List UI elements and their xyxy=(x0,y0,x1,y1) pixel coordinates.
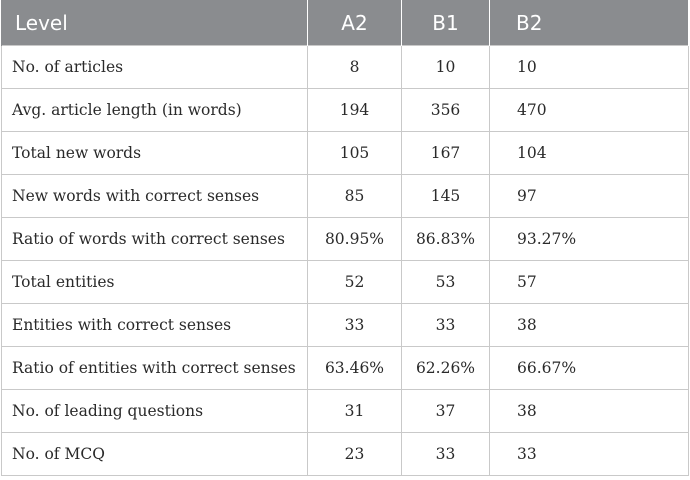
table-body xyxy=(2,46,689,476)
header-a2: A2 xyxy=(308,0,402,46)
cell-a2: 80.95% xyxy=(308,218,402,261)
row-label: Total new words xyxy=(2,132,308,175)
cell-a2: 105 xyxy=(308,132,402,175)
row-label: Ratio of entities with correct senses xyxy=(2,347,308,390)
row-label: Avg. article length (in words) xyxy=(2,89,308,132)
cell-a2: 85 xyxy=(308,175,402,218)
cell-b1: 53 xyxy=(402,261,490,304)
row-label: No. of articles xyxy=(2,46,308,89)
cell-a2: 63.46% xyxy=(308,347,402,390)
table-row xyxy=(2,132,689,175)
row-label: No. of MCQ xyxy=(2,433,308,476)
row-label: New words with correct senses xyxy=(2,175,308,218)
cell-b1: 33 xyxy=(402,433,490,476)
cell-a2: 194 xyxy=(308,89,402,132)
cell-b2: 66.67% xyxy=(490,347,689,390)
row-label: Entities with correct senses xyxy=(2,304,308,347)
header-level: Level xyxy=(2,0,308,46)
header-b1: B1 xyxy=(402,0,490,46)
table-row xyxy=(2,218,689,261)
data-table xyxy=(1,0,689,476)
table-row xyxy=(2,390,689,433)
row-label: Ratio of words with correct senses xyxy=(2,218,308,261)
cell-a2: 31 xyxy=(308,390,402,433)
header-row xyxy=(2,0,689,46)
cell-b1: 37 xyxy=(402,390,490,433)
cell-b2: 38 xyxy=(490,390,689,433)
cell-b2: 33 xyxy=(490,433,689,476)
header-b2: B2 xyxy=(490,0,689,46)
cell-a2: 8 xyxy=(308,46,402,89)
cell-b2: 104 xyxy=(490,132,689,175)
cell-b2: 93.27% xyxy=(490,218,689,261)
table-row xyxy=(2,261,689,304)
cell-b1: 33 xyxy=(402,304,490,347)
row-label: No. of leading questions xyxy=(2,390,308,433)
cell-b1: 167 xyxy=(402,132,490,175)
cell-a2: 23 xyxy=(308,433,402,476)
cell-b2: 470 xyxy=(490,89,689,132)
row-label: Total entities xyxy=(2,261,308,304)
cell-b2: 57 xyxy=(490,261,689,304)
cell-b2: 38 xyxy=(490,304,689,347)
cell-a2: 33 xyxy=(308,304,402,347)
cell-b1: 86.83% xyxy=(402,218,490,261)
table-row xyxy=(2,46,689,89)
cell-b1: 145 xyxy=(402,175,490,218)
cell-b2: 10 xyxy=(490,46,689,89)
cell-b1: 62.26% xyxy=(402,347,490,390)
table-row xyxy=(2,433,689,476)
cell-b1: 356 xyxy=(402,89,490,132)
cell-b1: 10 xyxy=(402,46,490,89)
cell-b2: 97 xyxy=(490,175,689,218)
table-row xyxy=(2,347,689,390)
table-row xyxy=(2,304,689,347)
table-row xyxy=(2,89,689,132)
cell-a2: 52 xyxy=(308,261,402,304)
table-row xyxy=(2,175,689,218)
table-header xyxy=(2,0,689,46)
